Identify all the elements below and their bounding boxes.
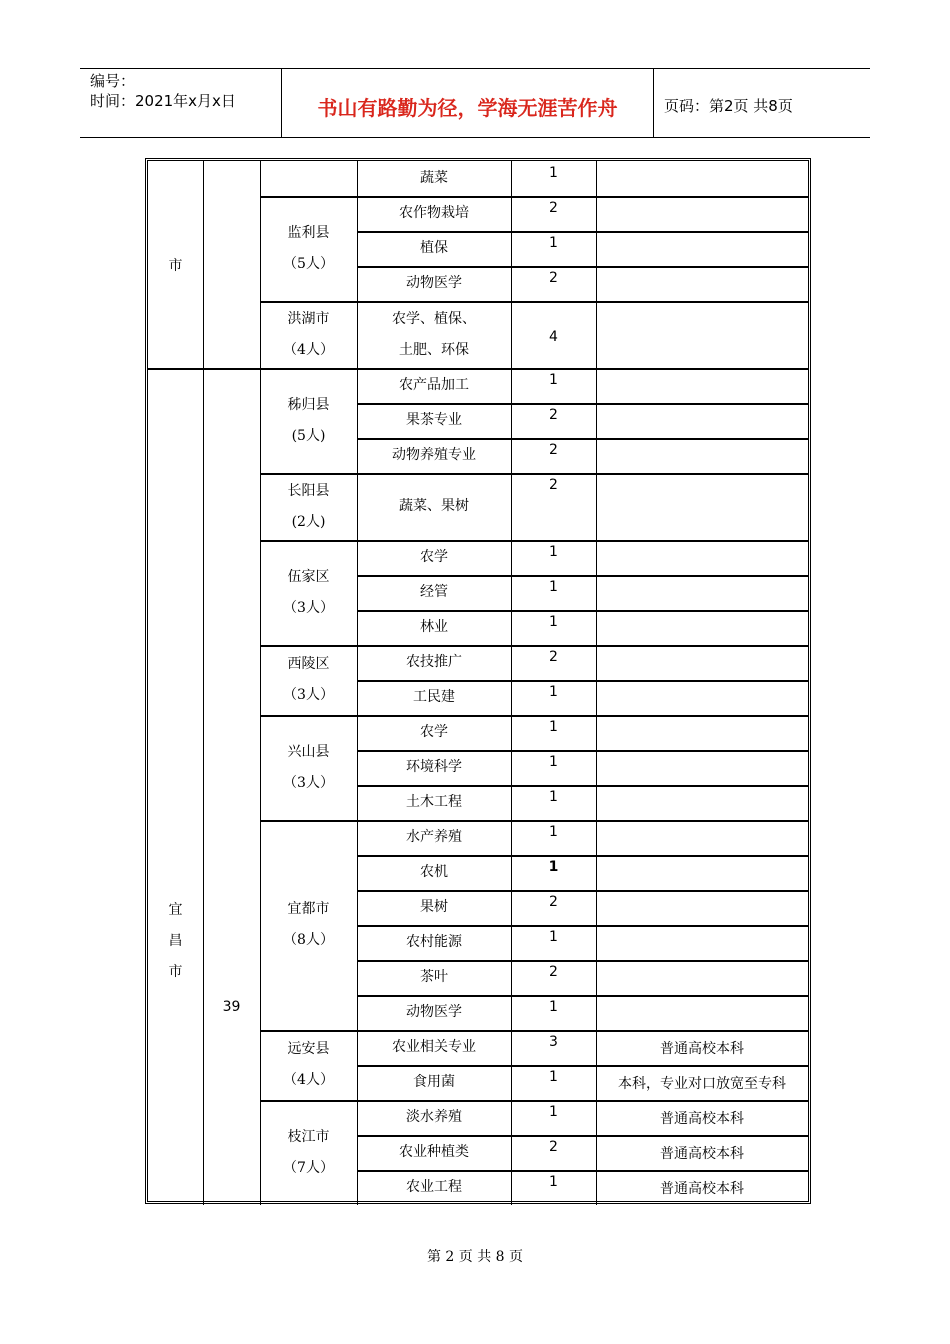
quota-count: 1 (549, 165, 558, 181)
county-cell (260, 473, 357, 540)
quota-count: 2 (549, 270, 558, 286)
quota-note: 普通高校本科 (660, 1110, 744, 1127)
count-cell (511, 368, 596, 403)
county-count: （5人） (283, 255, 334, 272)
count-cell (511, 1065, 596, 1100)
count-cell (511, 680, 596, 715)
quota-count: 1 (549, 372, 558, 388)
note-cell (596, 785, 808, 820)
county-count: （8人） (283, 932, 334, 948)
major-name: 林业 (420, 619, 448, 635)
major-cell (357, 438, 511, 473)
count-cell (511, 820, 596, 855)
count-cell (511, 1135, 596, 1170)
major-name: 农学、植保、 (392, 310, 476, 327)
note-cell (596, 680, 808, 715)
major-cell (357, 368, 511, 403)
count-cell (511, 403, 596, 438)
page-header (80, 68, 870, 138)
county-cell (260, 1030, 357, 1100)
count-cell (511, 645, 596, 680)
county-cell (260, 645, 357, 715)
major-cell (357, 820, 511, 855)
major-cell (357, 680, 511, 715)
quota-count: 2 (549, 407, 558, 423)
quota-count: 1 (549, 544, 558, 560)
major-cell (357, 1100, 511, 1135)
county-name: 西陵区 (287, 656, 330, 672)
note-cell (596, 1135, 808, 1170)
quota-note: 普通高校本科 (660, 1040, 744, 1057)
major-cell (357, 960, 511, 995)
major-name: 动物医学 (406, 1004, 462, 1020)
county-count: (2人) (291, 513, 326, 530)
count-cell (511, 231, 596, 266)
county-count: （3人） (283, 687, 334, 703)
city-total: 39 (222, 998, 241, 1015)
count-cell (511, 925, 596, 960)
city-name: 市 (168, 257, 183, 274)
quota-count: 1 (549, 235, 558, 251)
number-label: 编号： (90, 72, 136, 90)
county-name: 伍家区 (287, 568, 330, 585)
county-name: 监利县 (287, 224, 330, 241)
major-cell (357, 301, 511, 368)
count-cell (511, 473, 596, 540)
quota-note: 普通高校本科 (660, 1145, 744, 1162)
quota-count: 1 (548, 859, 559, 875)
quota-count: 1 (549, 929, 558, 945)
major-cell (357, 890, 511, 925)
note-cell (596, 231, 808, 266)
note-cell (596, 855, 808, 890)
note-cell (596, 1065, 808, 1100)
count-cell (511, 301, 596, 368)
major-name: 工民建 (413, 689, 455, 705)
quota-table (145, 158, 811, 1204)
note-cell (596, 575, 808, 610)
county-name: 宜都市 (287, 901, 330, 917)
major-name: 土木工程 (406, 794, 462, 810)
count-cell (511, 1170, 596, 1205)
quota-count: 2 (549, 200, 558, 216)
count-cell (511, 890, 596, 925)
count-cell (511, 855, 596, 890)
major-name: 农村能源 (406, 934, 462, 950)
quota-count: 1 (549, 754, 558, 770)
major-cell (357, 161, 511, 196)
major-name: 农业相关专业 (392, 1039, 476, 1055)
count-cell (511, 750, 596, 785)
quota-note: 普通高校本科 (660, 1180, 744, 1197)
county-name: 秭归县 (287, 396, 330, 413)
quota-count: 1 (549, 614, 558, 630)
major-cell (357, 925, 511, 960)
count-cell (511, 540, 596, 575)
note-cell (596, 820, 808, 855)
major-name: 蔬菜 (420, 170, 448, 186)
note-cell (596, 715, 808, 750)
quota-count: 2 (549, 894, 558, 910)
note-cell (596, 368, 808, 403)
note-cell (596, 750, 808, 785)
note-cell (596, 438, 808, 473)
note-cell (596, 473, 808, 540)
quota-count: 2 (549, 964, 558, 980)
quota-count: 2 (549, 1139, 558, 1155)
quota-count: 1 (549, 579, 558, 595)
major-cell (357, 1065, 511, 1100)
quota-count: 1 (549, 1069, 558, 1085)
city-cell-yichang (148, 368, 203, 1205)
count-cell (511, 1030, 596, 1065)
note-cell (596, 196, 808, 231)
county-count: (5人) (291, 427, 326, 444)
major-name: 果茶专业 (406, 412, 462, 428)
quota-count: 2 (549, 477, 558, 493)
quota-count: 2 (549, 649, 558, 665)
count-cell (511, 438, 596, 473)
quota-count: 1 (549, 824, 558, 840)
count-cell (511, 161, 596, 196)
county-name: 兴山县 (287, 743, 330, 760)
quota-note: 本科，专业对口放宽至专科 (618, 1075, 786, 1092)
major-name: 农技推广 (406, 654, 462, 670)
count-cell (511, 960, 596, 995)
city-cell-prev (148, 161, 203, 368)
city-char: 市 (168, 964, 183, 980)
county-count: （4人） (283, 341, 334, 358)
quota-count: 1 (549, 1174, 558, 1190)
major-cell (357, 231, 511, 266)
count-cell (511, 196, 596, 231)
major-name: 茶叶 (420, 969, 448, 985)
major-cell (357, 610, 511, 645)
major-name: 水产养殖 (406, 829, 462, 845)
major-name: 农机 (420, 864, 448, 880)
note-cell (596, 540, 808, 575)
major-name: 植保 (420, 240, 448, 256)
quota-count: 1 (549, 1104, 558, 1120)
page-footer: 第 2 页 共 8 页 (426, 1249, 524, 1265)
county-name: 远安县 (287, 1041, 330, 1057)
major-cell (357, 540, 511, 575)
county-name: 洪湖市 (287, 310, 330, 327)
major-name: 动物养殖专业 (392, 447, 476, 463)
quota-count: 1 (549, 719, 558, 735)
note-cell (596, 925, 808, 960)
quota-count: 4 (549, 328, 558, 345)
note-cell (596, 301, 808, 368)
quota-count: 3 (549, 1034, 558, 1050)
county-cell (260, 196, 357, 301)
note-cell (596, 645, 808, 680)
major-cell (357, 403, 511, 438)
major-cell (357, 575, 511, 610)
major-name: 动物医学 (406, 275, 462, 291)
city-char: 昌 (168, 933, 183, 949)
note-cell (596, 890, 808, 925)
major-cell (357, 266, 511, 301)
major-name: 食用菌 (413, 1074, 455, 1090)
major-cell (357, 750, 511, 785)
county-count: （4人） (283, 1072, 334, 1088)
note-cell (596, 1170, 808, 1205)
quota-count: 1 (549, 684, 558, 700)
county-cell (260, 368, 357, 473)
major-cell (357, 196, 511, 231)
county-name: 长阳县 (287, 482, 330, 499)
major-name: 蔬菜、果树 (399, 498, 469, 514)
header-motto: 书山有路勤为径，学海无涯苦作舟 (281, 69, 654, 137)
major-cell (357, 995, 511, 1030)
note-cell (596, 266, 808, 301)
note-cell (596, 610, 808, 645)
major-name: 农业工程 (406, 1179, 462, 1195)
major-name: 淡水养殖 (406, 1109, 462, 1125)
major-name: 农作物栽培 (399, 205, 469, 221)
count-cell (511, 610, 596, 645)
major-name: 农学 (420, 549, 448, 565)
note-cell (596, 161, 808, 196)
county-cell (260, 540, 357, 645)
major-name: 果树 (420, 899, 448, 915)
count-cell (511, 266, 596, 301)
count-cell (511, 1100, 596, 1135)
major-name: 经管 (420, 584, 448, 600)
major-cell (357, 645, 511, 680)
major-cell (357, 1135, 511, 1170)
note-cell (596, 1100, 808, 1135)
city-total-cell (203, 368, 260, 1205)
county-cell (260, 820, 357, 1030)
county-count: （7人） (283, 1159, 334, 1176)
quota-count: 1 (549, 789, 558, 805)
count-cell (511, 575, 596, 610)
count-cell (511, 715, 596, 750)
county-count: （3人） (283, 599, 334, 616)
major-name: 农产品加工 (399, 377, 469, 393)
note-cell (596, 960, 808, 995)
header-meta (80, 69, 281, 137)
header-page-info: 页码：第2页 共8页 (664, 96, 793, 115)
note-cell (596, 1030, 808, 1065)
major-name: 农业种植类 (399, 1144, 469, 1160)
major-name: 农学 (420, 724, 448, 740)
count-cell (511, 995, 596, 1030)
major-cell (357, 715, 511, 750)
major-name: 环境科学 (406, 759, 462, 775)
county-count: （3人） (283, 774, 334, 791)
major-name-cont: 土肥、环保 (399, 341, 469, 358)
quota-count: 1 (549, 999, 558, 1015)
county-cell (260, 1100, 357, 1205)
county-name: 枝江市 (287, 1128, 330, 1145)
major-cell (357, 855, 511, 890)
major-cell (357, 473, 511, 540)
county-cell (260, 715, 357, 820)
time-label: 时间：2021年x月x日 (90, 92, 236, 110)
major-cell (357, 1030, 511, 1065)
major-cell (357, 785, 511, 820)
quota-count: 2 (549, 442, 558, 458)
major-cell (357, 1170, 511, 1205)
note-cell (596, 403, 808, 438)
city-char: 宜 (168, 902, 183, 918)
county-cell (260, 301, 357, 368)
note-cell (596, 995, 808, 1030)
count-cell (511, 785, 596, 820)
